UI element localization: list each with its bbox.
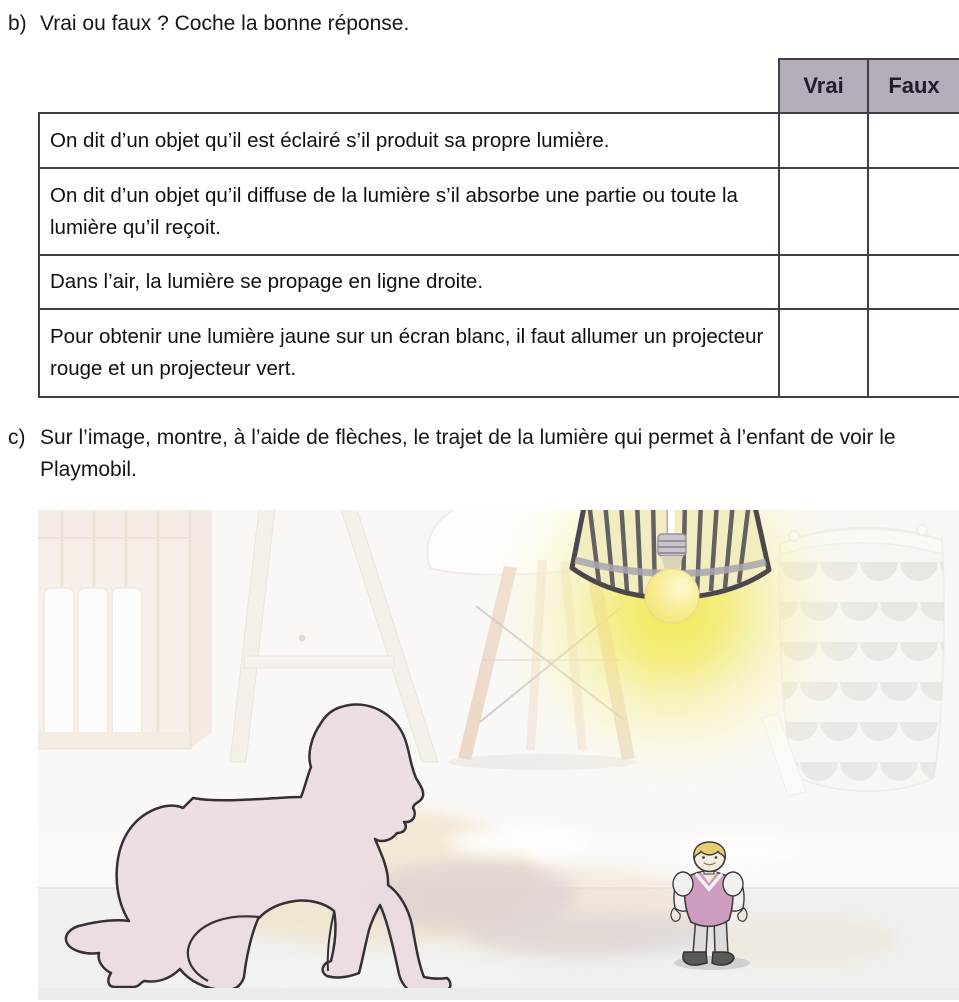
question-b-label: b): [8, 12, 27, 35]
light-bulb: [645, 569, 699, 623]
header-spacer: [39, 59, 779, 113]
vrai-checkbox-cell-1[interactable]: [779, 113, 868, 168]
table-header-row: [39, 59, 959, 113]
question-c-label: c): [8, 426, 26, 449]
question-c: [8, 422, 948, 486]
book-spine: [112, 588, 142, 740]
faux-checkbox-cell-3[interactable]: [868, 255, 959, 309]
question-b-text: Vrai ou faux ? Coche la bonne réponse.: [40, 12, 410, 35]
statement-cell: On dit d’un objet qu’il diffuse de la lumière s’il absorbe une partie ou toute la lumière qu’il reçoit.: [39, 168, 779, 255]
header-faux: Faux: [868, 59, 959, 113]
faux-checkbox-cell-2[interactable]: [868, 168, 959, 255]
faux-checkbox-cell-1[interactable]: [868, 113, 959, 168]
table-row: [39, 255, 959, 309]
question-b: [8, 8, 928, 40]
vrai-checkbox-cell-2[interactable]: [779, 168, 868, 255]
statement-cell: Dans l’air, la lumière se propage en ligne droite.: [39, 255, 779, 309]
statement-cell: On dit d’un objet qu’il est éclairé s’il produit sa propre lumière.: [39, 113, 779, 168]
faux-checkbox-cell-4[interactable]: [868, 309, 959, 397]
scene-image[interactable]: [38, 510, 959, 1000]
lamp-cord: [668, 510, 675, 536]
true-false-table: [38, 58, 959, 398]
vrai-checkbox-cell-4[interactable]: [779, 309, 868, 397]
statement-cell: Pour obtenir une lumière jaune sur un écran blanc, il faut allumer un projecteur rouge et un projecteur vert.: [39, 309, 779, 397]
table-row: [39, 168, 959, 255]
question-c-text: Sur l’image, montre, à l’aide de flèches, le trajet de la lumière qui permet à l’enfant de voir le Playmobil.: [40, 426, 896, 481]
table-row: [39, 309, 959, 397]
book-spine: [78, 588, 108, 740]
photo-bottom-strip: [38, 988, 959, 1000]
book-spine: [44, 588, 74, 740]
vrai-checkbox-cell-3[interactable]: [779, 255, 868, 309]
book-crate: [38, 510, 212, 748]
header-vrai: Vrai: [779, 59, 868, 113]
table-row: [39, 113, 959, 168]
